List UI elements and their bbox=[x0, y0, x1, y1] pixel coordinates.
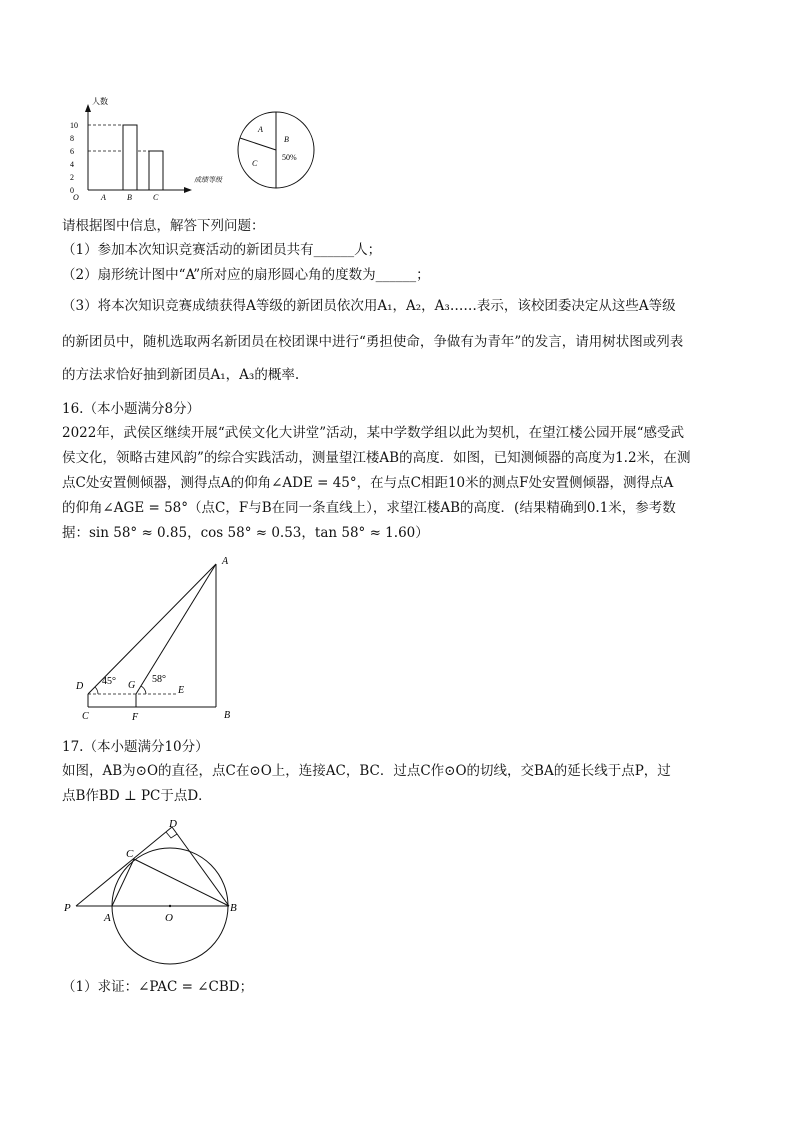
pie-label-c: C bbox=[252, 159, 258, 168]
label-a: A bbox=[222, 556, 229, 567]
q16-line4: 的仰角∠AGE = 58°（点C，F与B在同一条直线上），求望江楼AB的高度．(结果精确到0.1米，参考数 bbox=[62, 500, 676, 516]
q17-line1: 如图，AB为⊙O的直径，点C在⊙O上，连接AC，BC．过点C作⊙O的切线，交BA的延长线于点P，过 bbox=[62, 763, 671, 779]
label-angle-45: 45° bbox=[102, 676, 116, 687]
tangent-pd bbox=[76, 827, 172, 906]
label-d: D bbox=[169, 818, 177, 830]
q15-part2: （2）扇形统计图中“A”所对应的扇形圆心角的度数为______； bbox=[62, 267, 430, 283]
q16-line2: 侯文化，领略古建风韵”的综合实践活动，测量望江楼AB的高度．如图，已知测倾器的高度为1.2米，在测 bbox=[62, 450, 691, 466]
y-tick-label: 8 bbox=[70, 134, 74, 143]
q17-part1: （1）求证：∠PAC = ∠CBD； bbox=[62, 979, 254, 995]
y-tick-label: 0 bbox=[70, 186, 74, 195]
segment-ac bbox=[112, 859, 134, 906]
q17-heading: 17.（本小题满分10分） bbox=[62, 739, 209, 755]
q15-part3-line1: （3）将本次知识竞赛成绩获得A等级的新团员依次用A₁，A₂，A₃……表示，该校团委决定从这些A等级 bbox=[62, 298, 676, 314]
q17-line2: 点B作BD ⊥ PC于点D． bbox=[62, 788, 212, 804]
x-tick-label-c: C bbox=[153, 193, 159, 202]
right-angle-mark bbox=[166, 832, 177, 838]
label-e: E bbox=[178, 685, 185, 696]
pie-label-b: B bbox=[284, 135, 289, 144]
label-p: P bbox=[64, 902, 71, 914]
bar-b bbox=[123, 125, 137, 190]
label-c: C bbox=[126, 848, 134, 860]
q16-line1: 2022年，武侯区继续开展“武侯文化大讲堂”活动，某中学数学组以此为契机，在望江楼公园开展“感受武 bbox=[62, 425, 685, 441]
y-tick-label: 2 bbox=[70, 173, 74, 182]
label-angle-58: 58° bbox=[152, 674, 166, 685]
segment-bd bbox=[172, 827, 229, 906]
label-d: D bbox=[76, 681, 84, 692]
label-b: B bbox=[224, 710, 231, 721]
pie-label-pct: 50% bbox=[282, 153, 297, 162]
label-o: O bbox=[165, 912, 173, 924]
x-tick-label-b: B bbox=[127, 193, 132, 202]
pie-label-a: A bbox=[258, 125, 263, 134]
y-axis-arrow bbox=[85, 104, 91, 112]
q15-intro: 请根据图中信息，解答下列问题： bbox=[62, 218, 265, 234]
q16-line3: 点C处安置侧倾器，测得点A的仰角∠ADE = 45°，在与点C相距10米的测点F处安置侧倾器，测得点A bbox=[62, 475, 674, 491]
q15-part3-line3: 的方法求恰好抽到新团员A₁，A₃的概率. bbox=[62, 367, 300, 383]
x-axis-label: 成绩等级 bbox=[194, 176, 222, 184]
origin-label: O bbox=[73, 193, 79, 202]
x-tick-label-a: A bbox=[101, 193, 106, 202]
q15-part3-line2: 的新团员中，随机选取两名新团员在校团课中进行“勇担使命，争做有为青年”的发言，请用树状图或列表 bbox=[62, 334, 684, 350]
y-tick-label: 6 bbox=[70, 147, 74, 156]
label-a: A bbox=[104, 912, 111, 924]
q17-circle-figure bbox=[62, 815, 252, 975]
angle-arc-58 bbox=[141, 686, 146, 694]
sight-ga bbox=[136, 564, 216, 694]
x-axis-arrow bbox=[184, 187, 192, 193]
q15-part1: （1）参加本次知识竞赛活动的新团员共有______人； bbox=[62, 242, 382, 258]
q16-line5: 据：sin 58° ≈ 0.85，cos 58° ≈ 0.53，tan 58° ≈ 1.60） bbox=[62, 525, 429, 541]
bar-c bbox=[149, 151, 163, 190]
segment-bc bbox=[134, 859, 229, 906]
center-dot bbox=[169, 905, 171, 907]
label-g: G bbox=[128, 680, 136, 691]
label-b: B bbox=[230, 902, 237, 914]
y-tick-label: 4 bbox=[70, 160, 74, 169]
label-c: C bbox=[82, 711, 89, 722]
pie-chart bbox=[234, 108, 318, 192]
y-tick-label: 10 bbox=[70, 121, 78, 130]
angle-arc-45 bbox=[95, 687, 98, 694]
q16-heading: 16.（本小题满分8分） bbox=[62, 401, 201, 417]
label-f: F bbox=[132, 712, 139, 723]
q16-tower-figure bbox=[72, 552, 252, 724]
y-axis-label: 人数 bbox=[92, 97, 108, 106]
bar-chart bbox=[60, 92, 240, 204]
